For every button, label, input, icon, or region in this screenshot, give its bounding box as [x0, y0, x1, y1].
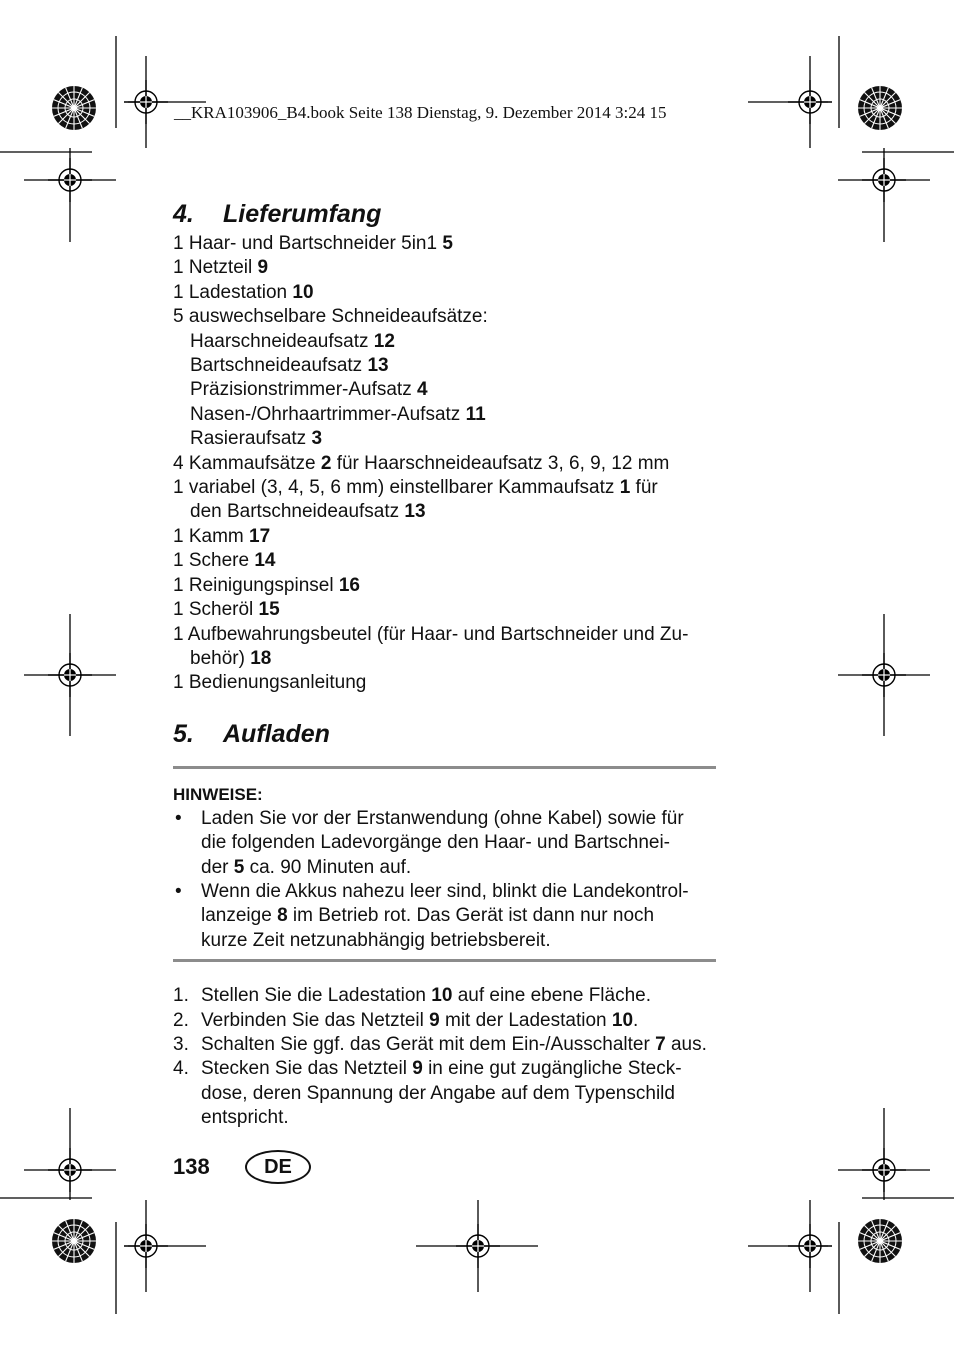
- section-number: 5.: [173, 719, 194, 748]
- notes-list: [173, 807, 716, 953]
- list-item: 1 Bedienungsanleitung: [173, 672, 367, 694]
- bullet-icon: •: [175, 880, 182, 902]
- notes-heading: HINWEISE:: [173, 784, 263, 804]
- list-item: 1 Haar- und Bartschneider 5in1 5: [173, 233, 453, 254]
- language-badge: DE: [245, 1150, 311, 1184]
- section-5-heading: [173, 716, 718, 752]
- list-item: Haarschneideaufsatz 12: [190, 330, 395, 352]
- section-title: Lieferumfang: [223, 200, 382, 228]
- list-item: 1 Scheröl 15: [173, 599, 280, 621]
- list-item: behör) 18: [190, 647, 272, 669]
- charging-steps: [173, 984, 718, 1130]
- list-item: 1 Aufbewahrungsbeutel (für Haar- und Bartschneider und Zu-: [173, 623, 689, 645]
- list-item: 1 Schere 14: [173, 550, 276, 572]
- step-item: 4. Stecken Sie das Netzteil 9 in eine gut zugängliche Steck- dose, deren Spannung der Angabe auf dem Typenschild entspricht.: [173, 1058, 682, 1129]
- list-item: Nasen-/Ohrhaartrimmer-Aufsatz 11: [190, 403, 486, 425]
- page-number: 138: [173, 1154, 210, 1179]
- list-item: 1 variabel (3, 4, 5, 6 mm) einstellbarer Kammaufsatz 1 für: [173, 477, 658, 499]
- list-item: 5 auswechselbare Schneideaufsätze:: [173, 306, 488, 328]
- section-title: Aufladen: [223, 719, 330, 748]
- page-content: [173, 196, 718, 1131]
- list-item: Bartschneideaufsatz 13: [190, 355, 389, 377]
- list-item: Präzisionstrimmer-Aufsatz 4: [190, 379, 428, 401]
- section-number: 4.: [173, 200, 194, 228]
- section-4-heading: [173, 196, 718, 232]
- book-file-header: __KRA103906_B4.book Seite 138 Dienstag, 9. Dezember 2014 3:24 15: [174, 103, 667, 122]
- step-item: 1. Stellen Sie die Ladestation 10 auf eine ebene Fläche.: [173, 985, 652, 1007]
- note-item: • Wenn die Akkus nahezu leer sind, blinkt die Landekontrol- lanzeige 8 im Betrieb rot. Das Gerät ist dann nur noch kurze Zeit netzunabhängig betriebsbereit.: [175, 880, 689, 951]
- notes-box: [173, 766, 716, 962]
- note-item: • Laden Sie vor der Erstanwendung (ohne Kabel) sowie für die folgenden Ladevorgänge den Haar- und Bartschnei- der 5 ca. 90 Minuten auf.: [175, 807, 684, 878]
- step-item: 3. Schalten Sie ggf. das Gerät mit dem Ein-/Ausschalter 7 aus.: [173, 1033, 707, 1055]
- list-item: 1 Ladestation 10: [173, 281, 314, 303]
- list-item: 1 Netzteil 9: [173, 257, 269, 279]
- step-item: 2. Verbinden Sie das Netzteil 9 mit der Ladestation 10.: [173, 1009, 639, 1031]
- list-item: 4 Kammaufsätze 2 für Haarschneideaufsatz 3, 6, 9, 12 mm: [173, 452, 670, 474]
- list-item: den Bartschneideaufsatz 13: [190, 501, 426, 523]
- list-item: Rasieraufsatz 3: [190, 428, 323, 450]
- bullet-icon: •: [175, 807, 182, 829]
- delivery-contents-list: [173, 232, 718, 696]
- list-item: 1 Kamm 17: [173, 525, 271, 547]
- list-item: 1 Reinigungspinsel 16: [173, 574, 360, 596]
